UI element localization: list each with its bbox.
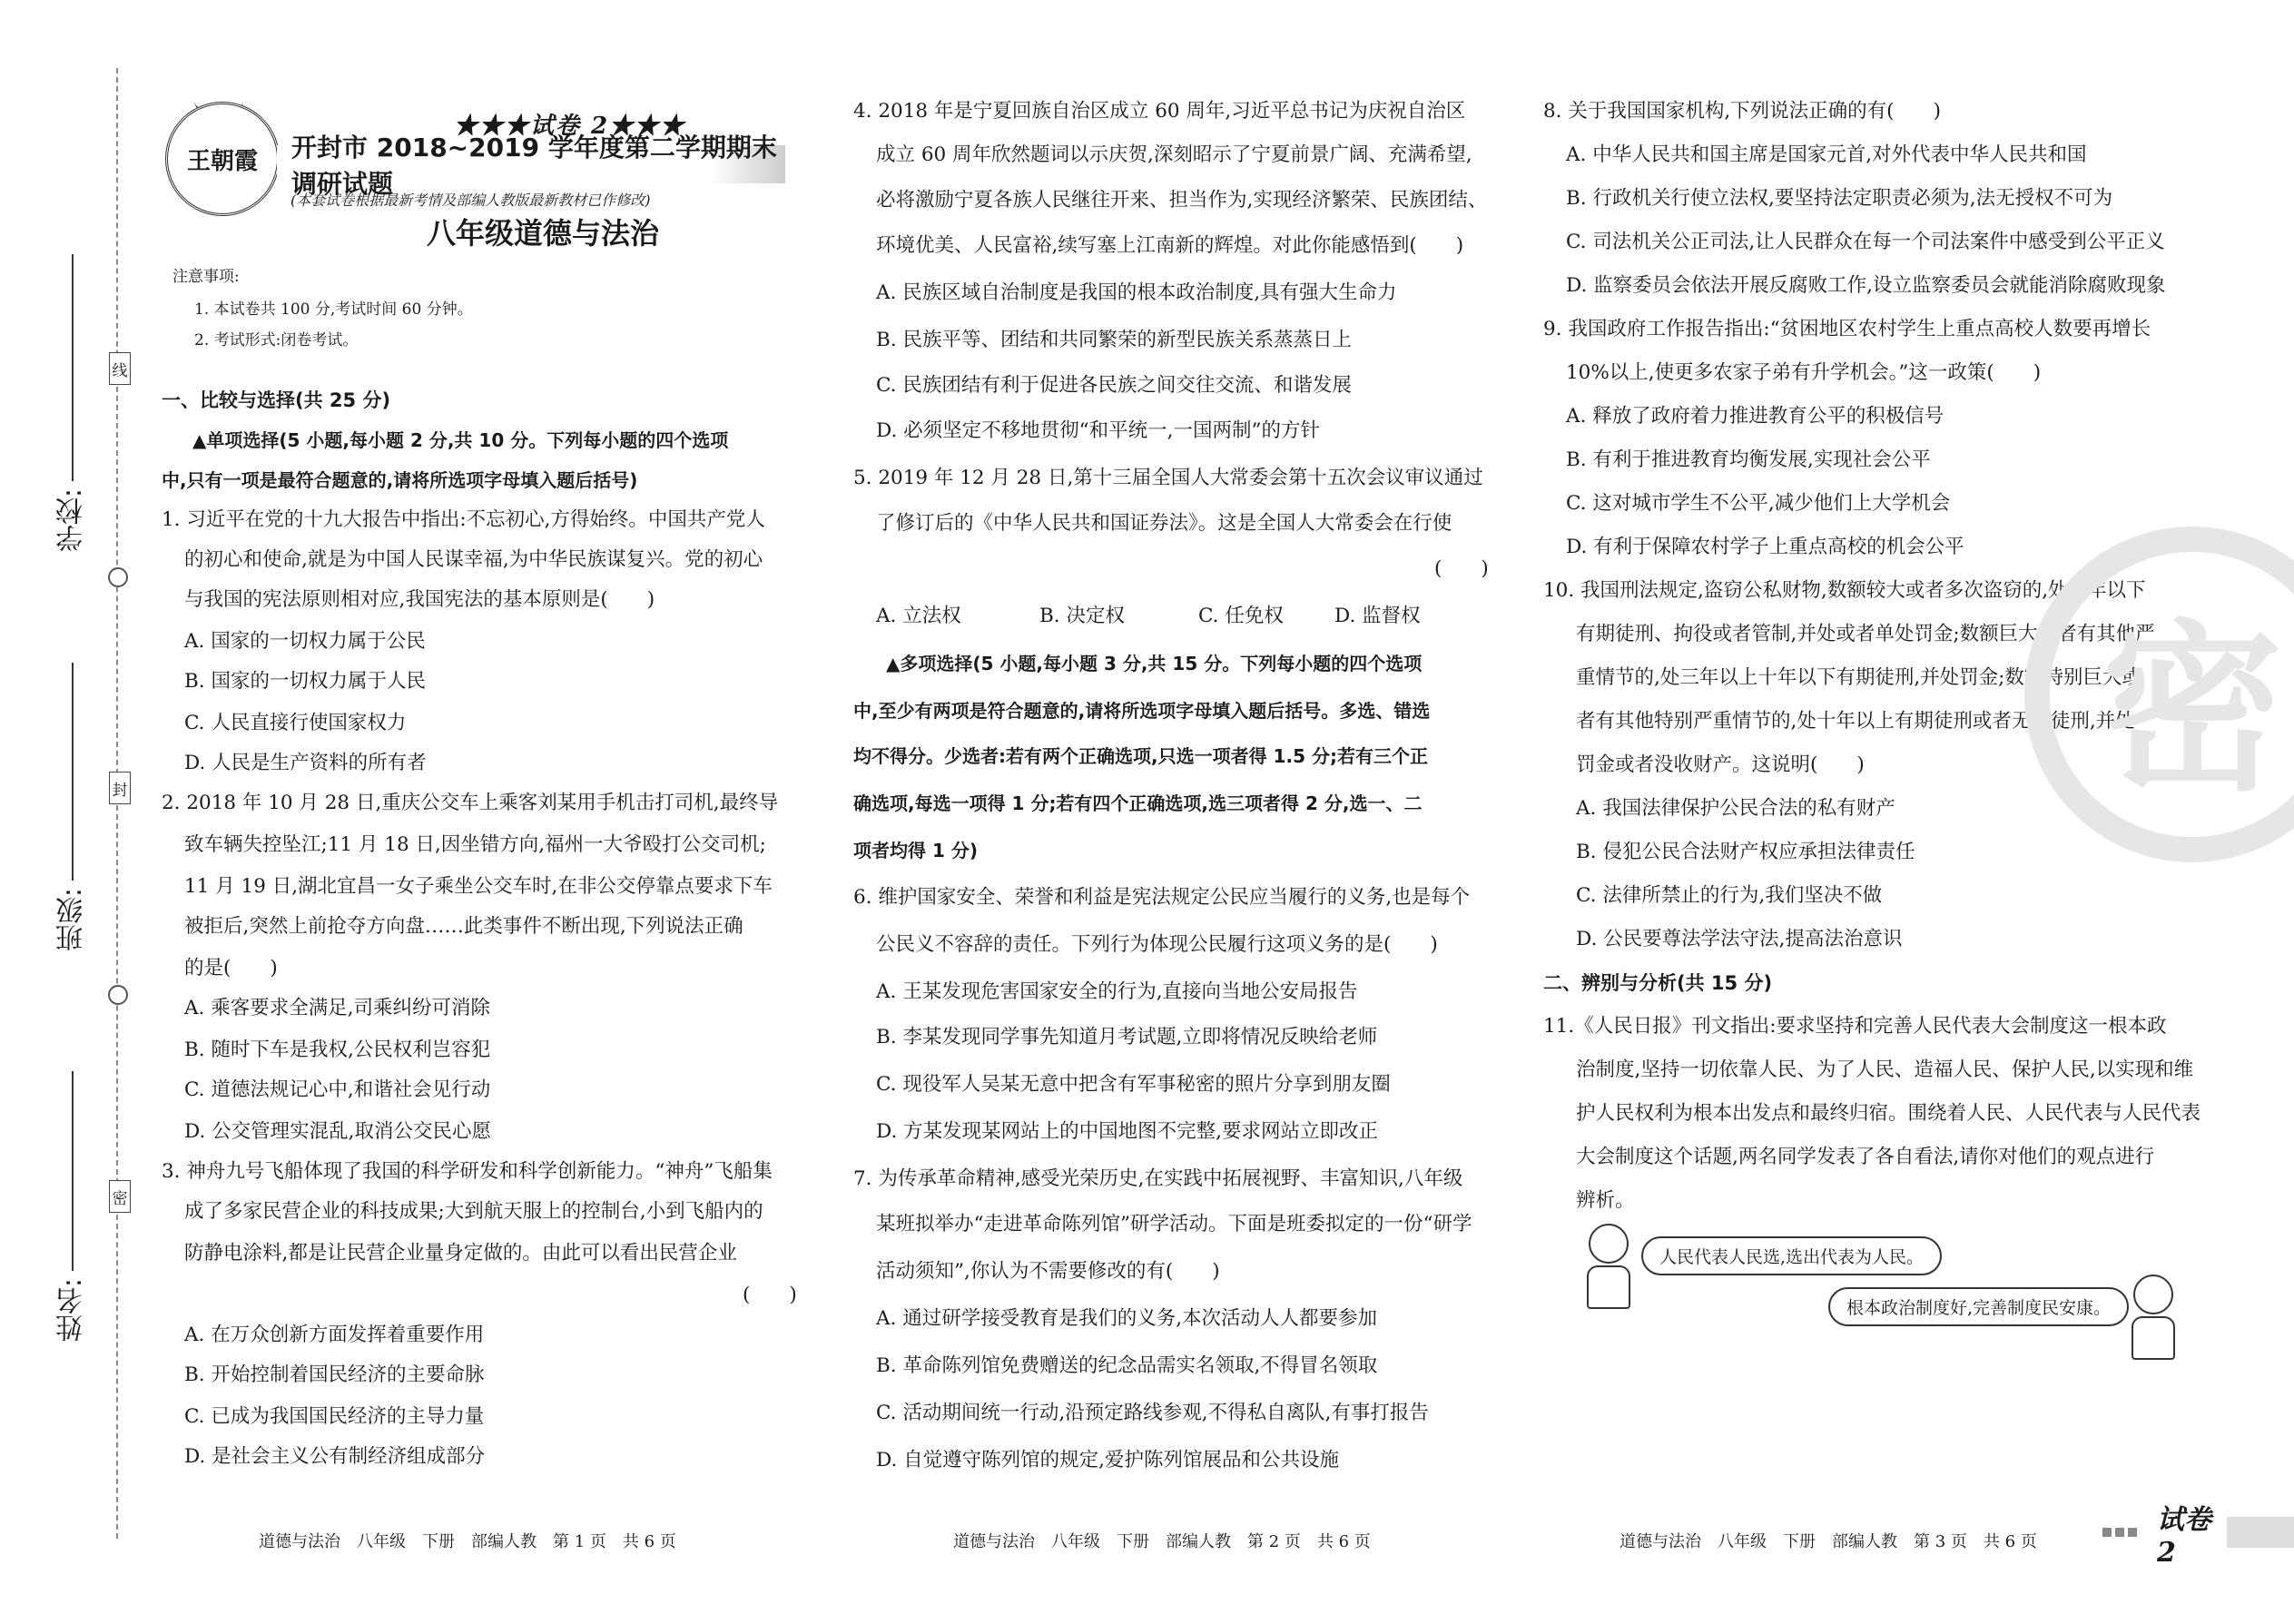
option-b[interactable]: B. 随时下车是我权,公民权利岂容犯 [184,1038,491,1061]
question-text: 7. 为传承革命精神,感受光荣历史,在实践中拓展视野、丰富知识,八年级 [853,1167,1463,1190]
question-text: 与我国的宪法原则相对应,我国宪法的基本原则是( ) [184,588,655,611]
school-label: 学校: [56,488,88,553]
question-text: 防静电涂料,都是让民营企业量身定做的。由此可以看出民营企业 [184,1242,737,1265]
notice-heading: 注意事项: [172,268,240,286]
school-field-line[interactable] [72,254,74,481]
boy-body [1587,1265,1630,1309]
question-text: 5. 2019 年 12 月 28 日,第十三届全国人大常委会第十五次会议审议通过 [853,467,1483,489]
binding-mark-secret: 密 [109,1180,131,1213]
option-c[interactable]: C. 已成为我国国民经济的主导力量 [184,1405,485,1428]
option-b[interactable]: B. 李某发现同学事先知道月考试题,立即将情况反映给老师 [876,1026,1378,1048]
option-c[interactable]: C. 现役军人吴某无意中把含有军事秘密的照片分享到朋友圈 [876,1073,1391,1096]
brand-logo: 王朝霞 [165,102,280,216]
question-text: 罚金或者没收财产。这说明( ) [1576,753,1865,776]
name-label: 姓名: [56,1278,88,1343]
question-text: 9. 我国政府工作报告指出:“贫困地区农村学生上重点高校人数要再增长 [1543,318,2151,340]
page-footer-2: 道德与法治 八年级 下册 部编人教 第 2 页 共 6 页 [953,1532,1371,1551]
student-girl-figure [2128,1275,2179,1356]
question-text: 环境优美、人民富裕,续写塞上江南新的辉煌。对此你能感悟到( ) [876,234,1464,257]
notice-item: 2. 考试形式:闭卷考试。 [194,331,359,349]
question-text: 治制度,坚持一切依靠人民、为了人民、造福人民、保护人民,以实现和维 [1576,1058,2194,1081]
binding-hole [108,567,128,587]
name-field[interactable] [54,1071,91,1342]
multi-choice-intro: 中,至少有两项是符合题意的,请将所选项字母填入题后括号。多选、错选 [853,700,1431,722]
question-text: 被拒后,突然上前抢夺方向盘……此类事件不断出现,下列说法正确 [184,915,743,938]
question-text: 1. 习近平在党的十九大报告中指出:不忘初心,方得始终。中国共产党人 [162,508,765,531]
question-text: 10. 我国刑法规定,盗窃公私财物,数额较大或者多次盗窃的,处三年以下 [1543,579,2146,602]
option-a[interactable]: A. 在万众创新方面发挥着重要作用 [184,1324,485,1346]
student-boy-figure [1583,1224,1634,1305]
option-c[interactable]: C. 这对城市学生不公平,减少他们上大学机会 [1566,492,1951,515]
option-c[interactable]: C. 人民直接行使国家权力 [184,712,407,734]
option-c[interactable]: C. 活动期间统一行动,沿预定路线参观,不得私自离队,有事打报告 [876,1402,1429,1424]
option-b[interactable]: B. 民族平等、团结和共同繁荣的新型民族关系蒸蒸日上 [876,329,1352,351]
page-footer-1: 道德与法治 八年级 下册 部编人教 第 1 页 共 6 页 [259,1532,676,1551]
question-text: 致车辆失控坠江;11 月 18 日,因坐错方向,福州一大爷殴打公交司机; [184,833,766,856]
question-text: 6. 维护国家安全、荣誉和利益是宪法规定公民应当履行的义务,也是每个 [853,886,1471,909]
question-text: 者有其他特别严重情节的,处十年以上有期徒刑或者无期徒刑,并处 [1576,710,2135,733]
option-d[interactable]: D. 方某发现某网站上的中国地图不完整,要求网站立即改正 [876,1120,1378,1143]
school-field[interactable] [54,254,91,552]
question-text: 必将激励宁夏各族人民继往开来、担当作为,实现经济繁荣、民族团结、 [876,189,1488,212]
question-text: 重情节的,处三年以上十年以下有期徒刑,并处罚金;数额特别巨大或 [1576,666,2141,689]
question-text: 了修订后的《中华人民共和国证券法》。这是全国人大常委会在行使 [876,512,1452,535]
option-a[interactable]: A. 乘客要求全满足,司乘纠纷可消除 [184,997,491,1019]
title-bar [277,133,785,199]
option-a[interactable]: A. 通过研学接受教育是我们的义务,本次活动人人都要参加 [876,1307,1378,1330]
footer-bar [2227,1517,2294,1548]
single-choice-intro: ▲单项选择(5 小题,每小题 2 分,共 10 分。下列每小题的四个选项 [192,429,729,451]
question-text: 2. 2018 年 10 月 28 日,重庆公交车上乘客刘某用手机击打司机,最终导 [162,792,779,814]
section-heading: 二、辨别与分析(共 15 分) [1543,972,1773,994]
option-b[interactable]: B. 侵犯公民合法财产权应承担法律责任 [1576,841,1915,863]
answer-paren[interactable]: ( ) [743,1284,797,1306]
question-text: 11.《人民日报》刊文指出:要求坚持和完善人民代表大会制度这一根本政 [1543,1015,2167,1038]
question-text: 的是( ) [184,957,278,979]
option-d[interactable]: D. 监督权 [1334,605,1421,627]
option-d[interactable]: D. 公交管理实混乱,取消公交民心愿 [184,1120,491,1143]
question-text: 活动须知”,你认为不需要修改的有( ) [876,1260,1220,1283]
boy-head [1589,1224,1629,1264]
class-field[interactable] [54,663,91,951]
exam-title: 开封市 2018~2019 学年度第二学期期末调研试题 [291,133,777,199]
option-d[interactable]: D. 公民要尊法学法守法,提高法治意识 [1576,928,1903,950]
class-label: 班级: [56,888,88,952]
question-text: 有期徒刑、拘役或者管制,并处或者单处罚金;数额巨大或者有其他严 [1576,623,2155,645]
name-field-line[interactable] [72,1071,74,1271]
footer-badge [2102,1503,2294,1569]
section-heading: 一、比较与选择(共 25 分) [162,389,391,411]
notice-item: 1. 本试卷共 100 分,考试时间 60 分钟。 [194,300,473,319]
option-b[interactable]: B. 有利于推进教育均衡发展,实现社会公平 [1566,448,1931,471]
option-d[interactable]: D. 有利于保障农村学子上重点高校的机会公平 [1566,536,1964,558]
question-text: 的初心和使命,就是为中国人民谋幸福,为中华民族谋复兴。党的初心 [184,548,763,571]
option-d[interactable]: D. 是社会主义公有制经济组成部分 [184,1445,486,1468]
speech-bubble-boy: 人民代表人民选,选出代表为人民。 [1641,1236,1942,1275]
binding-hole [108,985,128,1005]
option-a[interactable]: A. 立法权 [876,605,961,627]
page-footer-3: 道德与法治 八年级 下册 部编人教 第 3 页 共 6 页 [1620,1532,2037,1551]
question-text: 成了多家民营企业的科技成果;大到航天服上的控制台,小到飞船内的 [184,1200,763,1223]
option-c[interactable]: C. 法律所禁止的行为,我们坚决不做 [1576,884,1883,907]
girl-body [2132,1316,2175,1360]
multi-choice-intro: ▲多项选择(5 小题,每小题 3 分,共 15 分。下列每小题的四个选项 [886,653,1423,674]
multi-choice-intro: 均不得分。少选者:若有两个正确选项,只选一项者得 1.5 分;若有三个正 [853,745,1428,767]
option-a[interactable]: A. 中华人民共和国主席是国家元首,对外代表中华人民共和国 [1566,143,2087,166]
option-a[interactable]: A. 王某发现危害国家安全的行为,直接向当地公安局报告 [876,980,1358,1003]
exam-subtitle: (本套试卷根据最新考情及部编人教版最新教材已作修改) [290,192,651,209]
option-d[interactable]: D. 人民是生产资料的所有者 [184,752,427,774]
option-c[interactable]: C. 司法机关公正司法,让人民群众在每一个司法案件中感受到公平正义 [1566,231,2165,253]
answer-paren[interactable]: ( ) [1434,557,1489,580]
question-text: 3. 神舟九号飞船体现了我国的科学研发和科学创新能力。“神舟”飞船集 [162,1160,773,1183]
option-b[interactable]: B. 革命陈列馆免费赠送的纪念品需实名领取,不得冒名领取 [876,1354,1378,1377]
question-text: 辨析。 [1576,1189,1635,1212]
option-d[interactable]: D. 自觉遵守陈列馆的规定,爱护陈列馆展品和公共设施 [876,1449,1339,1471]
multi-choice-intro: 项者均得 1 分) [853,840,978,861]
single-choice-intro: 中,只有一项是最符合题意的,请将所选项字母填入题后括号) [162,469,638,491]
question-text: 8. 关于我国国家机构,下列说法正确的有( ) [1543,100,1941,123]
binding-mark-seal: 封 [109,772,131,804]
question-text: 护人民权利为根本出发点和最终归宿。围绕着人民、人民代表与人民代表 [1576,1102,2201,1125]
option-a[interactable]: A. 民族区域自治制度是我国的根本政治制度,具有强大生命力 [876,281,1397,304]
option-b[interactable]: B. 开始控制着国民经济的主要命脉 [184,1363,485,1386]
option-a[interactable]: A. 我国法律保护公民合法的私有财产 [1576,797,1895,820]
question-text: 某班拟举办“走进革命陈列馆”研学活动。下面是班委拟定的一份“研学 [876,1213,1472,1235]
multi-choice-intro: 确选项,每选一项得 1 分;若有四个正确选项,选三项者得 2 分,选一、二 [853,792,1423,814]
question-text: 大会制度这个话题,两名同学发表了各自看法,请你对他们的观点进行 [1576,1146,2155,1168]
question-text: 11 月 19 日,湖北宜昌一女子乘坐公交车时,在非公交停靠点要求下车 [184,875,773,898]
option-b[interactable]: B. 行政机关行使立法权,要坚持法定职责必须为,法无授权不可为 [1566,187,2113,210]
class-field-line[interactable] [72,663,74,881]
question-text: 成立 60 周年欣然题词以示庆贺,深刻昭示了宁夏前景广阔、充满希望, [876,143,1472,166]
exam-subject: 八年级道德与法治 [427,216,660,251]
option-a[interactable]: A. 释放了政府着力推进教育公平的积极信号 [1566,405,1944,428]
binding-mark-line: 线 [109,352,131,385]
question-text: 4. 2018 年是宁夏回族自治区成立 60 周年,习近平总书记为庆祝自治区 [853,100,1466,123]
speech-bubble-girl: 根本政治制度好,完善制度民安康。 [1828,1287,2129,1326]
girl-head [2133,1275,2173,1314]
secret-watermark: 密 [2024,527,2294,862]
option-a[interactable]: A. 国家的一切权力属于公民 [184,630,426,653]
option-d[interactable]: D. 必须坚定不移地贯彻“和平统一,一国两制”的方针 [876,419,1320,442]
option-b[interactable]: B. 决定权 [1039,605,1125,627]
question-text: 公民义不容辞的责任。下列行为体现公民履行这项义务的是( ) [876,933,1438,956]
option-c[interactable]: C. 民族团结有利于促进各民族之间交往交流、和谐发展 [876,374,1352,397]
option-c[interactable]: C. 任免权 [1198,605,1284,627]
option-d[interactable]: D. 监察委员会依法开展反腐败工作,设立监察委员会就能消除腐败现象 [1566,274,2166,297]
binding-margin [0,0,154,1624]
paper-badge: ★★★试卷 2★★★ [454,113,686,140]
option-c[interactable]: C. 道德法规记心中,和谐社会见行动 [184,1078,491,1101]
option-b[interactable]: B. 国家的一切权力属于人民 [184,670,426,693]
footer-squares [2102,1528,2137,1537]
question-text: 10%以上,使更多农家子弟有升学机会。”这一政策( ) [1566,361,2042,384]
footer-paper-label: 试卷 2 [2157,1503,2211,1569]
